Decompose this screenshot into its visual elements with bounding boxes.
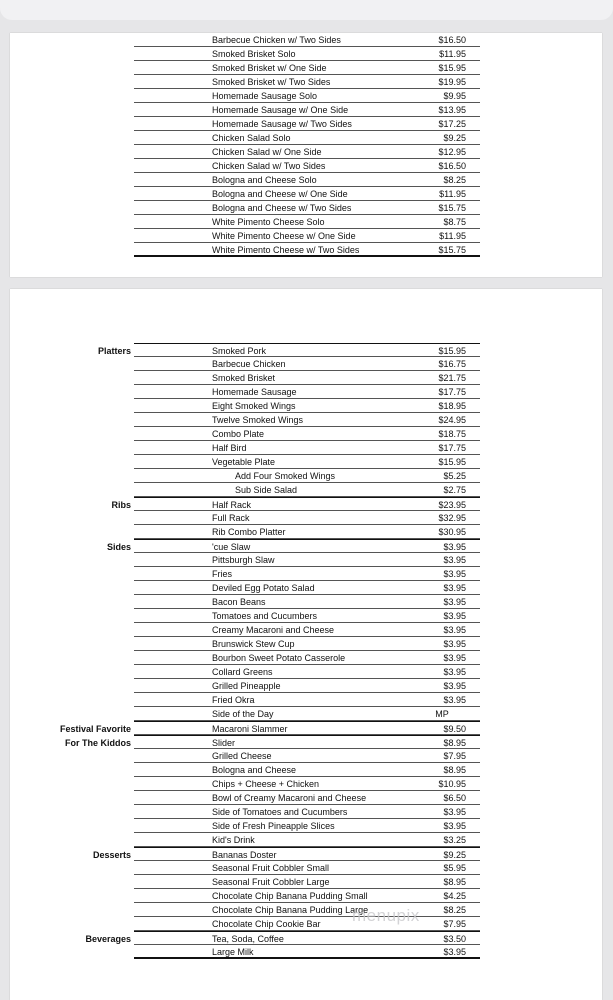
- menu-item-name: White Pimento Cheese Solo: [212, 217, 325, 227]
- menu-row: [134, 61, 480, 75]
- menu-row: [134, 75, 480, 89]
- menu-item-price: $5.25: [443, 471, 466, 481]
- menu-row: [134, 707, 480, 721]
- menu-item-price: $18.75: [438, 429, 466, 439]
- menu-item-price: $2.75: [443, 485, 466, 495]
- menu-row: [134, 159, 480, 173]
- menu-item-price: $3.95: [443, 625, 466, 635]
- menu-item-name: Homemade Sausage: [212, 387, 297, 397]
- menu-item-price: $3.95: [443, 569, 466, 579]
- menu-row: [134, 651, 480, 665]
- menu-item-name: Bologna and Cheese: [212, 765, 297, 775]
- menu-item-price: $21.75: [438, 373, 466, 383]
- menu-row: [106, 539, 480, 553]
- menu-item-price: $8.95: [443, 877, 466, 887]
- menu-item-price: $16.50: [438, 35, 466, 45]
- menu-item-name: Chips + Cheese + Chicken: [212, 779, 320, 789]
- menu-item-price: $3.95: [443, 807, 466, 817]
- menu-item-price: $8.25: [443, 905, 466, 915]
- menu-item-name: Kid's Drink: [212, 835, 255, 845]
- menu-item-name: Slider: [212, 738, 236, 748]
- menu-row: [134, 679, 480, 693]
- menu-item-name: Chicken Salad w/ One Side: [212, 147, 322, 157]
- menu-item-price: $7.95: [443, 751, 466, 761]
- menu-row: [134, 469, 480, 483]
- menu-row: [134, 229, 480, 243]
- menu-row: [134, 609, 480, 623]
- menu-item-name: Chocolate Chip Banana Pudding Large: [212, 905, 369, 915]
- menu-row: [134, 693, 480, 707]
- menu-item-price: $15.75: [438, 203, 466, 213]
- menu-item-name: Bologna and Cheese w/ Two Sides: [212, 203, 352, 213]
- menu-item-name: Fries: [212, 569, 232, 579]
- menu-item-price: $3.95: [443, 583, 466, 593]
- menu-row: [134, 581, 480, 595]
- menu-item-name: Half Rack: [212, 500, 252, 510]
- menu-item-price: $9.95: [443, 91, 466, 101]
- menu-item-price: $3.95: [443, 597, 466, 607]
- menu-item-price: $15.95: [438, 346, 466, 356]
- menu-item-name: Bacon Beans: [212, 597, 266, 607]
- menu-item-name: Smoked Brisket Solo: [212, 49, 296, 59]
- menu-row: [134, 763, 480, 777]
- menu-page-2: [10, 289, 602, 1000]
- menu-item-name: Chicken Salad Solo: [212, 133, 291, 143]
- menu-item-price: $9.50: [443, 724, 466, 734]
- menu-item-name: Smoked Brisket w/ One Side: [212, 63, 327, 73]
- menu-row: [134, 637, 480, 651]
- menu-row: [134, 819, 480, 833]
- menu-row: [134, 385, 480, 399]
- menu-item-price: $16.50: [438, 161, 466, 171]
- menu-row: [134, 215, 480, 229]
- menu-row: [134, 47, 480, 61]
- menu-row: [134, 413, 480, 427]
- menu-item-price: $24.95: [438, 415, 466, 425]
- menu-item-name: Eight Smoked Wings: [212, 401, 296, 411]
- menu-row: [134, 945, 480, 959]
- menu-item-name: Homemade Sausage Solo: [212, 91, 318, 101]
- menu-item-name: 'cue Slaw: [212, 542, 251, 552]
- menu-item-name: Rib Combo Platter: [212, 527, 286, 537]
- menu-item-name: Bologna and Cheese Solo: [212, 175, 317, 185]
- menu-item-name: Side of Fresh Pineapple Slices: [212, 821, 335, 831]
- menu-row: [85, 931, 480, 945]
- menu-row: [134, 875, 480, 889]
- menu-item-name: Bowl of Creamy Macaroni and Cheese: [212, 793, 367, 803]
- menu-item-price: $5.95: [443, 863, 466, 873]
- menu-item-price: $32.95: [438, 513, 466, 523]
- menu-item-price: $11.95: [439, 49, 466, 59]
- menu-row: [134, 833, 480, 847]
- menu-item-price: $4.25: [443, 891, 466, 901]
- menu-item-name: Chocolate Chip Banana Pudding Small: [212, 891, 368, 901]
- menu-item-price: $17.25: [438, 119, 466, 129]
- menu-item-name: Brunswick Stew Cup: [212, 639, 295, 649]
- menu-item-name: Vegetable Plate: [212, 457, 276, 467]
- menu-item-price: $15.95: [438, 63, 466, 73]
- menu-item-price: $9.25: [443, 850, 466, 860]
- menu-item-price: $15.95: [438, 457, 466, 467]
- menu-item-name: Tea, Soda, Coffee: [212, 934, 284, 944]
- menu-item-name: Smoked Brisket w/ Two Sides: [212, 77, 331, 87]
- menu-item-name: Side of the Day: [212, 709, 274, 719]
- menu-item-price: $8.75: [443, 217, 466, 227]
- menu-row: [134, 173, 480, 187]
- menu-item-name: Half Bird: [212, 443, 247, 453]
- menu-item-name: Chicken Salad w/ Two Sides: [212, 161, 326, 171]
- menu-row: [97, 343, 480, 357]
- menu-item-name: Deviled Egg Potato Salad: [212, 583, 315, 593]
- menu-category: Festival Favorite: [59, 724, 131, 734]
- menu-item-price: $16.75: [438, 359, 466, 369]
- menu-item-name: Seasonal Fruit Cobbler Small: [212, 863, 330, 873]
- menu-item-name: Grilled Cheese: [212, 751, 272, 761]
- menu-row: [134, 131, 480, 145]
- menu-category: Platters: [97, 346, 131, 356]
- menu-row: [134, 623, 480, 637]
- menu-row: [134, 861, 480, 875]
- menu-item-name: White Pimento Cheese w/ Two Sides: [212, 245, 360, 255]
- menu-row: [134, 89, 480, 103]
- menu-item-price: $17.75: [438, 443, 466, 453]
- menu-item-price: $15.75: [438, 245, 466, 255]
- menu-item-name: Smoked Pork: [212, 346, 267, 356]
- menu-item-price: $12.95: [438, 147, 466, 157]
- menu-row: [134, 441, 480, 455]
- menu-row: [134, 357, 480, 371]
- menu-item-name: Bologna and Cheese w/ One Side: [212, 189, 348, 199]
- menu-item-price: $30.95: [438, 527, 466, 537]
- menu-item-price: $9.25: [443, 133, 466, 143]
- menu-row: [134, 889, 480, 903]
- menu-category: Desserts: [92, 850, 131, 860]
- menu-row: [134, 103, 480, 117]
- menu-item-price: MP: [435, 709, 449, 719]
- menu-item-name: White Pimento Cheese w/ One Side: [212, 231, 356, 241]
- menu-row: [134, 117, 480, 131]
- menu-item-price: $13.95: [438, 105, 466, 115]
- menu-item-price: $17.75: [438, 387, 466, 397]
- menu-item-name: Pittsburgh Slaw: [212, 555, 275, 565]
- menu-item-name: Creamy Macaroni and Cheese: [212, 625, 335, 635]
- menu-item-name: Bourbon Sweet Potato Casserole: [212, 653, 346, 663]
- menu-item-price: $19.95: [438, 77, 466, 87]
- menu-row: [134, 567, 480, 581]
- menu-row: [92, 847, 480, 861]
- menu-row: [134, 903, 480, 917]
- menu-item-price: $3.95: [443, 681, 466, 691]
- menu-item-name: Add Four Smoked Wings: [235, 471, 336, 481]
- watermark: menupix: [352, 906, 420, 925]
- menu-item-price: $3.95: [443, 821, 466, 831]
- menu-row: [134, 749, 480, 763]
- menu-table-page-2: [59, 343, 480, 959]
- menu-item-price: $3.95: [443, 695, 466, 705]
- menu-row: [59, 721, 480, 735]
- menu-item-price: $11.95: [439, 231, 466, 241]
- browser-top-bar: [0, 0, 613, 20]
- menu-item-name: Fried Okra: [212, 695, 255, 705]
- menu-item-price: $10.95: [438, 779, 466, 789]
- menu-item-price: $3.95: [443, 667, 466, 677]
- menu-item-price: $3.95: [443, 653, 466, 663]
- menu-item-name: Grilled Pineapple: [212, 681, 281, 691]
- menu-item-price: $8.95: [443, 765, 466, 775]
- menu-item-name: Barbecue Chicken: [212, 359, 286, 369]
- menu-row: [134, 805, 480, 819]
- menu-item-name: Homemade Sausage w/ One Side: [212, 105, 349, 115]
- menu-row: [134, 511, 480, 525]
- menu-category: Beverages: [85, 934, 131, 944]
- menu-category: Sides: [106, 542, 131, 552]
- menu-item-name: Smoked Brisket: [212, 373, 276, 383]
- menu-row: [134, 553, 480, 567]
- menu-row: [134, 371, 480, 385]
- menu-item-price: $8.25: [443, 175, 466, 185]
- menu-item-name: Chocolate Chip Cookie Bar: [212, 919, 321, 929]
- menu-item-name: Twelve Smoked Wings: [212, 415, 304, 425]
- menu-row: [134, 145, 480, 159]
- menu-item-price: $3.95: [443, 947, 466, 957]
- menu-item-price: $3.95: [443, 555, 466, 565]
- menu-table-page-1: [134, 33, 480, 257]
- menu-row: [134, 525, 480, 539]
- menu-item-price: $8.95: [443, 738, 466, 748]
- menu-item-name: Macaroni Slammer: [212, 724, 288, 734]
- menu-row: [134, 33, 480, 47]
- menu-item-name: Tomatoes and Cucumbers: [212, 611, 318, 621]
- menu-item-name: Combo Plate: [212, 429, 265, 439]
- menu-item-name: Bananas Doster: [212, 850, 277, 860]
- menu-row: [134, 399, 480, 413]
- menu-row: [134, 243, 480, 257]
- menu-row: [111, 497, 480, 511]
- menu-row: [134, 187, 480, 201]
- menu-item-name: Collard Greens: [212, 667, 273, 677]
- menu-row: [65, 735, 480, 749]
- menu-item-price: $11.95: [439, 189, 466, 199]
- menu-item-price: $3.50: [443, 934, 466, 944]
- menu-row: [134, 665, 480, 679]
- menu-item-name: Barbecue Chicken w/ Two Sides: [212, 35, 341, 45]
- menu-item-name: Full Rack: [212, 513, 250, 523]
- menu-item-price: $18.95: [438, 401, 466, 411]
- menu-row: [134, 777, 480, 791]
- menu-row: [134, 427, 480, 441]
- menu-page-1: [10, 33, 602, 277]
- menu-item-name: Side of Tomatoes and Cucumbers: [212, 807, 348, 817]
- menu-item-price: $3.95: [443, 542, 466, 552]
- menu-row: [134, 455, 480, 469]
- menu-item-price: $7.95: [443, 919, 466, 929]
- menu-item-price: $3.25: [443, 835, 466, 845]
- menu-item-price: $23.95: [438, 500, 466, 510]
- menu-row: [134, 917, 480, 931]
- menu-row: [134, 201, 480, 215]
- menu-item-price: $3.95: [443, 611, 466, 621]
- menu-item-price: $6.50: [443, 793, 466, 803]
- menu-item-price: $3.95: [443, 639, 466, 649]
- menu-item-name: Sub Side Salad: [235, 485, 298, 495]
- menu-category: For The Kiddos: [65, 738, 131, 748]
- menu-category: Ribs: [111, 500, 131, 510]
- menu-item-name: Seasonal Fruit Cobbler Large: [212, 877, 330, 887]
- menu-row: [134, 483, 480, 497]
- menu-item-name: Large Milk: [212, 947, 254, 957]
- menu-row: [134, 791, 480, 805]
- menu-item-name: Homemade Sausage w/ Two Sides: [212, 119, 352, 129]
- menu-row: [134, 595, 480, 609]
